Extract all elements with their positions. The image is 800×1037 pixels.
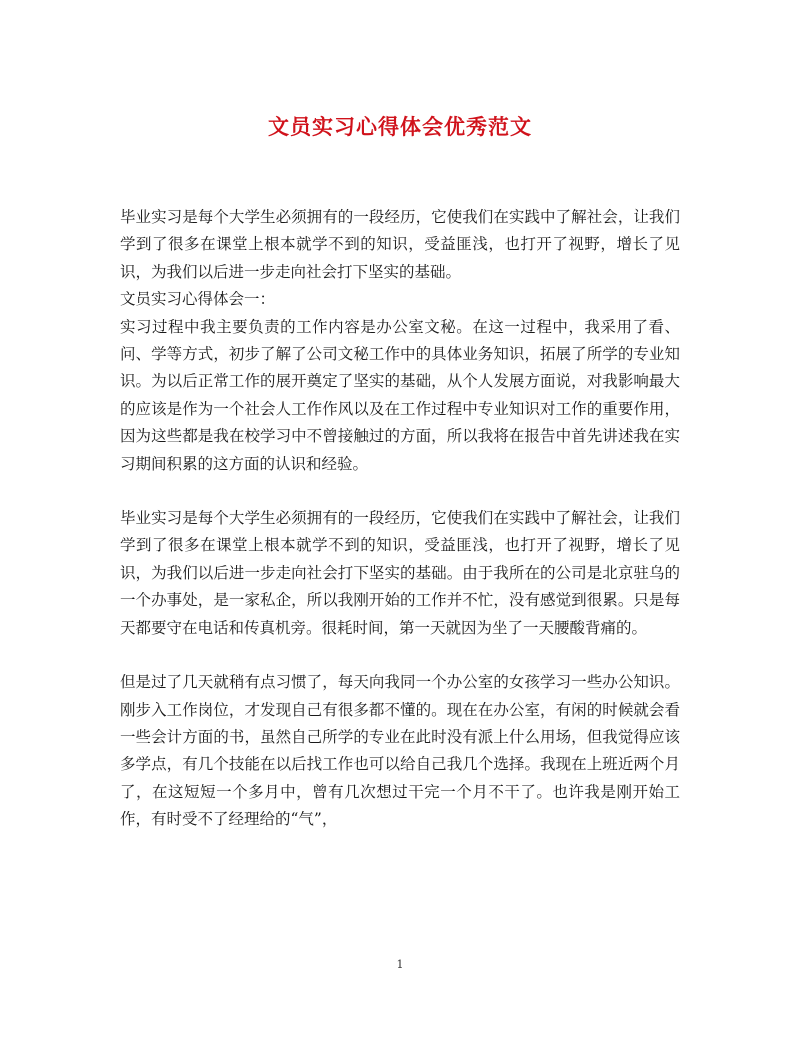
page-number: 1 [396,958,404,971]
paragraph-experience: 实习过程中我主要负责的工作内容是办公室文秘。在这一过程中，我采用了看、问、学等方式，初步了解了公司文秘工作中的具体业务知识，拓展了所学的专业知识。为以后正常工作的展开奠定了坚实的基础，从个人发展方面说，对我影响最大的应该是作为一个社会人工作作风以及在工作过程中专业知识对工作的重要作用，因为这些都是我在校学习中不曾接触过的方面，所以我将在报告中首先讲述我在实习期间积累的这方面的认识和经验。 [120,317,680,473]
paragraph-learning: 但是过了几天就稍有点习惯了，每天向我同一个办公室的女孩学习一些办公知识。刚步入工作岗位，才发现自己有很多都不懂的。现在在办公室，有闲的时候就会看一些会计方面的书，虽然自己所学的专业在此时没有派上什么用场，但我觉得应该多学点，有几个技能在以后找工作也可以给自己我几个选择。我现在上班近两个月了，在这短短一个多月中，曾有几次想过干完一个月不干了。也许我是刚开始工作，有时受不了经理给的“气”， [120,673,680,829]
section-heading: 文员实习心得体会一： [120,290,276,309]
document-title: 文员实习心得体会优秀范文 [268,114,532,139]
paragraph-office: 毕业实习是每个大学生必须拥有的一段经历，它使我们在实践中了解社会，让我们学到了很多在课堂上根本就学不到的知识，受益匪浅，也打开了视野，增长了见识，为我们以后进一步走向社会打下坚实的基础。由于我所在的公司是北京驻乌的一个办事处，是一家私企，所以我刚开始的工作并不忙，没有感觉到很累。只是每天都要守在电话和传真机旁。很耗时间，第一天就因为坐了一天腰酸背痛的。 [120,509,680,637]
paragraph-intro: 毕业实习是每个大学生必须拥有的一段经历，它使我们在实践中了解社会，让我们学到了很多在课堂上根本就学不到的知识，受益匪浅，也打开了视野，增长了见识，为我们以后进一步走向社会打下坚实的基础。 [120,208,680,281]
document-body [120,204,680,834]
